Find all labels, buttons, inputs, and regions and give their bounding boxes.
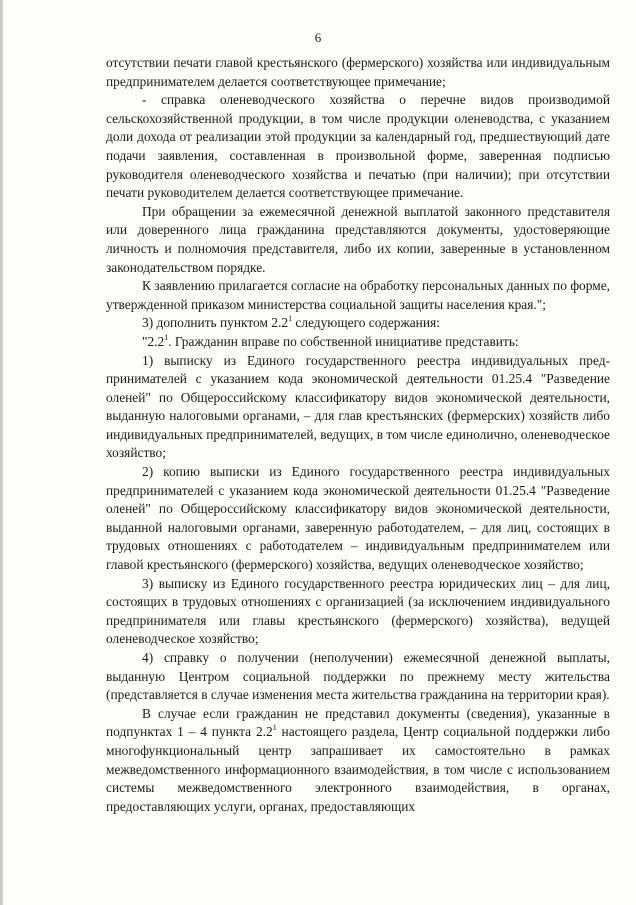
paragraph-text: 2) копию выписки из Единого государственного реестра индивидуальных предпринимателей с указанием кода экономической деятельности 01.25.4 "Разведение оленей" по Общероссийскому классификатору видов экономической деятельности, выданной налоговыми органами, заверенную работодателем, – для лиц, состоящих в трудовых отношениях с работодателем – индивидуальным предпринимателем или главой крестьянского (фермерского) хозяйства, ведущих оленеводческое хозяйство;: [106, 464, 610, 573]
superscript: 1: [272, 723, 277, 733]
page-number: 6: [314, 30, 322, 45]
paragraph-text: следующего содержания:: [292, 315, 440, 331]
paragraph: [106, 575, 610, 649]
paragraph: [106, 705, 610, 817]
paragraph-text: 3) дополнить пунктом 2.2: [142, 315, 289, 331]
paragraph-text: . Гражданин вправе по собственной инициативе представить:: [168, 333, 519, 349]
page-edge: [0, 0, 3, 905]
paragraph: [106, 91, 610, 203]
document-body: [106, 54, 610, 816]
paragraph-text: отсутствии печати главой крестьянского (фермерского) хозяйства или индивидуальным предпринимателем делается соответствующее примечание;: [106, 55, 610, 89]
paragraph: [106, 314, 610, 333]
paragraph-text: 1) выписку из Единого государственного реестра индивидуальных предпринимателей с указанием кода экономической деятельности 01.25.4 "Разведение оленей" по Общероссийскому классификатору видов экономической деятельности, выданную налоговыми органами, – для глав крестьянских (фермерских) хозяйств либо индивидуальных предпринимателей, ведущих, в том числе единолично, оленеводческое хозяйство;: [106, 352, 610, 461]
paragraph: [106, 54, 610, 91]
paragraph-text: 4) справку о получении (неполучении) ежемесячной денежной выплаты, выданную Центром социальной поддержки по прежнему месту жительства (представляется в случае изменения места жительства гражданина на территории края).: [106, 650, 610, 703]
superscript: 1: [288, 314, 293, 324]
paragraph-text: "2.2: [142, 333, 165, 349]
paragraph-text: 3) выписку из Единого государственного реестра юридических лиц – для лиц, состоящих в трудовых отношениях с организацией (за исключением индивидуального предпринимателя или главы крестьянского (фермерского) хозяйства), ведущей оленеводческое хозяйство;: [106, 575, 610, 647]
paragraph: [106, 649, 610, 705]
paragraph: [106, 277, 610, 314]
paragraph: [106, 333, 610, 352]
paragraph-text: В случае если гражданин не представил документы (сведения), указанные в подпунктах 1 – 4 пункта 2.2: [106, 705, 610, 740]
paragraph: [106, 463, 610, 575]
paragraph: [106, 352, 610, 464]
paragraph-text: настоящего раздела, Центр социальной поддержки либо многофункциональный центр запрашивает их самостоятельно в рамках межведомственного информационного взаимодействия, в том числе с использованием системы межведомственного электронного взаимодействия, в органах, предоставляющих услуги, органах, предоставляющих: [106, 724, 610, 814]
paragraph-text: При обращении за ежемесячной денежной выплатой законного представителя или доверенного лица гражданина представляются документы, удостоверяющие личность и полномочия представителя, либо их копии, заверенные в установленном законодательством порядке.: [106, 203, 610, 275]
paragraph-text: - справка оленеводческого хозяйства о перечне видов производимой сельскохозяйственной продукции, в том числе продукции оленеводства, с указанием доли дохода от реализации этой продукции за календарный год, предшествующий дате подачи заявления, составленная в произвольной форме, заверенная подписью руководителя оленеводческого хозяйства и печатью (при наличии); при отсутствии печати руководителем делается соответствующее примечание.: [106, 92, 610, 201]
paragraph-text: К заявлению прилагается согласие на обработку персональных данных по форме, утвержденной приказом министерства социальной защиты населения края.";: [106, 278, 610, 312]
paragraph: [106, 203, 610, 277]
superscript: 1: [164, 332, 169, 342]
